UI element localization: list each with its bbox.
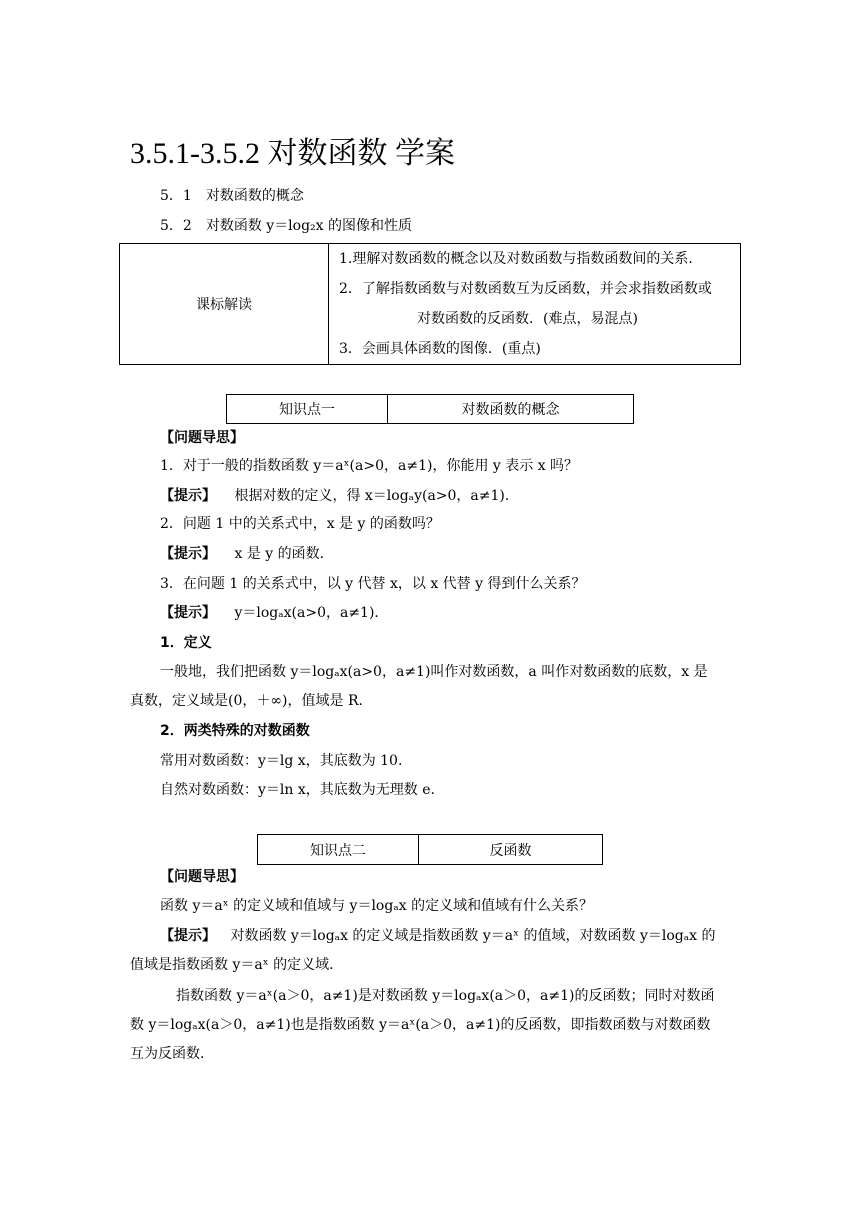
natural-log: 自然对数函数：y＝ln x，其底数为无理数 e.: [160, 782, 435, 798]
section1-header: [226, 394, 634, 424]
special-heading: 2．两类特殊的对数函数: [160, 723, 310, 739]
subtitle-graph: 5．2 对数函数 y＝log₂x 的图像和性质: [160, 218, 412, 234]
hint-label: 【提示】: [160, 928, 216, 944]
hint-label: 【提示】: [160, 488, 216, 504]
kebiao-item: 对数函数的反函数．(难点，易混点): [417, 311, 638, 327]
question-2: 2．问题 1 中的关系式中，x 是 y 的函数吗？: [160, 516, 440, 532]
section2-question: 函数 y＝aˣ 的定义域和值域与 y＝logₐx 的定义域和值域有什么关系？: [160, 898, 594, 914]
kebiao-table: [119, 243, 741, 365]
inverse-para-line-2: 数 y＝logₐx(a＞0，a≠1)也是指数函数 y＝aˣ(a＞0，a≠1)的反函数，即指数函数与对数函数: [130, 1017, 711, 1033]
hint-text: y＝logₐx(a>0，a≠1)．: [234, 605, 389, 621]
hint-label: 【提示】: [160, 605, 216, 621]
section2-answer-line-1: [160, 926, 716, 946]
subtitle-concept: 5．1 对数函数的概念: [160, 188, 304, 204]
page-title: 3.5.1-3.5.2 对数函数 学案: [130, 137, 455, 170]
section2-tag: 知识点二: [258, 835, 419, 865]
answer-1: [160, 486, 519, 506]
kebiao-item: 1.理解对数函数的概念以及对数函数与指数函数间的关系．: [339, 251, 703, 267]
section1-name: 对数函数的概念: [388, 395, 634, 424]
definition-line-1: 一般地，我们把函数 y＝logₐx(a>0，a≠1)叫作对数函数，a 叫作对数函数的底数，x 是: [160, 664, 708, 680]
section2-guide-label: 【问题导思】: [160, 869, 244, 885]
definition-heading: 1．定义: [160, 635, 212, 651]
definition-line-2: 真数，定义域是(0，＋∞)，值域是 R.: [130, 693, 363, 709]
hint-text: x 是 y 的函数．: [234, 546, 334, 562]
answer-2: [160, 544, 334, 564]
section2-name: 反函数: [419, 835, 603, 865]
section1-guide-label: 【问题导思】: [160, 430, 244, 446]
hint-text: 对数函数 y＝logₐx 的定义域是指数函数 y＝aˣ 的值域，对数函数 y＝logₐx 的: [230, 928, 716, 944]
question-1: 1．对于一般的指数函数 y＝aˣ(a>0，a≠1)，你能用 y 表示 x 吗？: [160, 458, 579, 474]
kebiao-content: [329, 244, 741, 365]
inverse-para-line-1: 指数函数 y＝aˣ(a＞0，a≠1)是对数函数 y＝logₐx(a＞0，a≠1)的反函数；同时对数函: [176, 988, 715, 1004]
kebiao-item: 3．会画具体函数的图像．(重点): [339, 341, 541, 357]
kebiao-label: 课标解读: [120, 244, 329, 365]
question-3: 3．在问题 1 的关系式中，以 y 代替 x，以 x 代替 y 得到什么关系？: [160, 576, 586, 592]
kebiao-item: 2．了解指数函数与对数函数互为反函数，并会求指数函数或: [339, 281, 712, 297]
section2-answer-line-2: 值域是指数函数 y＝aˣ 的定义域．: [130, 957, 344, 973]
section1-tag: 知识点一: [227, 395, 388, 424]
inverse-para-line-3: 互为反函数．: [130, 1046, 214, 1062]
hint-label: 【提示】: [160, 546, 216, 562]
answer-3: [160, 603, 388, 623]
hint-text: 根据对数的定义，得 x＝logₐy(a>0，a≠1)．: [234, 488, 519, 504]
common-log: 常用对数函数：y＝lg x，其底数为 10.: [160, 753, 403, 769]
section2-header: [257, 834, 603, 865]
